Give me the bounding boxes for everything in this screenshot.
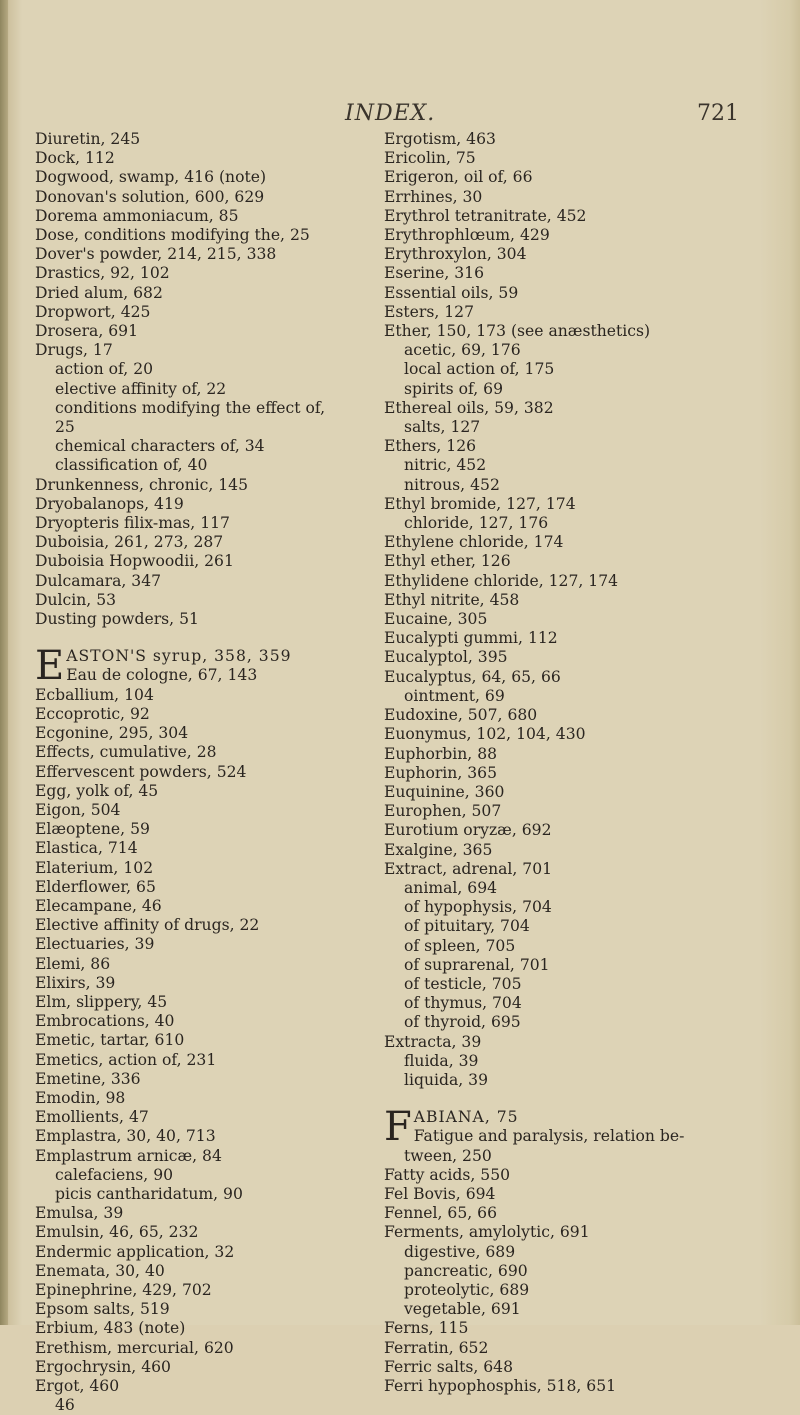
index-subentry: chemical characters of, 34 — [55, 437, 265, 456]
index-entry: Elastica, 714 — [35, 839, 138, 858]
index-entry: Elecampane, 46 — [35, 896, 162, 915]
index-entry: Elæoptene, 59 — [35, 820, 150, 839]
index-entry: Erethism, mercurial, 620 — [35, 1338, 234, 1357]
index-entry: Essential oils, 59 — [384, 283, 519, 302]
index-subentry: spirits of, 69 — [404, 379, 503, 398]
index-entry: Dogwood, swamp, 416 (note) — [35, 168, 267, 187]
index-entry: Euquinine, 360 — [384, 782, 505, 801]
index-subentry: 46 — [55, 1396, 75, 1415]
index-entry: Dock, 112 — [35, 149, 115, 168]
index-entry: Europhen, 507 — [384, 802, 502, 821]
index-entry: Euphorbin, 88 — [384, 744, 498, 763]
index-entry: Ferri hypophosphis, 518, 651 — [384, 1377, 617, 1395]
index-subentry: action of, 20 — [55, 360, 154, 379]
index-entry: Ethylidene chloride, 127, 174 — [384, 571, 619, 590]
section-f — [384, 1108, 774, 1146]
index-entry: Ethyl bromide, 127, 174 — [384, 494, 576, 513]
index-entry: Emollients, 47 — [35, 1108, 149, 1127]
index-entry: Effervescent powders, 524 — [35, 762, 247, 781]
page-number: 721 — [697, 101, 739, 126]
index-entry: Dropwort, 425 — [35, 302, 151, 321]
index-entry: Eserine, 316 — [384, 264, 485, 283]
index-entry: Emetine, 336 — [35, 1069, 141, 1088]
index-entry: Elm, slippery, 45 — [35, 992, 168, 1011]
left-entries-e — [35, 686, 365, 1415]
index-entry: Euonymus, 102, 104, 430 — [384, 725, 586, 744]
index-entry: Elemi, 86 — [35, 954, 111, 973]
index-entry: Esters, 127 — [384, 302, 475, 321]
right-entries-e — [384, 130, 774, 1090]
index-entry: Dose, conditions modifying the, 25 — [35, 226, 310, 245]
index-subentry: of suprarenal, 701 — [404, 955, 550, 974]
index-entry: Fatty acids, 550 — [384, 1165, 511, 1184]
index-subentry: calefaciens, 90 — [55, 1165, 174, 1184]
index-entry: Ergot, 460 — [35, 1377, 120, 1395]
left-entries-d — [35, 130, 365, 629]
index-entry: Ferric salts, 648 — [384, 1357, 514, 1376]
index-subentry: of testicle, 705 — [404, 974, 522, 993]
index-entry: Eccoprotic, 92 — [35, 704, 150, 723]
section-f-second-line: Fatigue and paralysis, relation be- — [413, 1127, 685, 1146]
index-entry: Exalgine, 365 — [384, 840, 493, 859]
index-subentry: tween, 250 — [404, 1146, 492, 1165]
index-subentry: acetic, 69, 176 — [404, 341, 521, 360]
index-subentry: of hypophysis, 704 — [404, 898, 552, 917]
index-entry: Emulsa, 39 — [35, 1204, 124, 1223]
index-entry: Erigeron, oil of, 66 — [384, 168, 533, 187]
index-entry: Ethylene chloride, 174 — [384, 533, 564, 552]
index-entry: Electuaries, 39 — [35, 935, 155, 954]
index-entry: Ferratin, 652 — [384, 1338, 489, 1357]
index-subentry: local action of, 175 — [404, 360, 555, 379]
index-entry: Enemata, 30, 40 — [35, 1261, 165, 1280]
index-entry: Dryobalanops, 419 — [35, 494, 184, 513]
index-entry: Ethyl nitrite, 458 — [384, 590, 520, 609]
index-entry: Drastics, 92, 102 — [35, 264, 170, 283]
index-entry: Ecballium, 104 — [35, 685, 154, 704]
right-index-column — [384, 130, 774, 1396]
index-subentry: salts, 127 — [404, 418, 481, 437]
index-entry: Eurotium oryzæ, 692 — [384, 821, 552, 840]
right-entries-f — [384, 1147, 774, 1397]
index-entry: Ethyl ether, 126 — [384, 552, 511, 571]
index-subentry: fluida, 39 — [404, 1051, 479, 1070]
index-subentry: pancreatic, 690 — [404, 1261, 528, 1280]
index-entry: Dried alum, 682 — [35, 283, 163, 302]
index-entry: Drunkenness, chronic, 145 — [35, 475, 249, 494]
index-entry: Diuretin, 245 — [35, 130, 141, 148]
index-entry: Dusting powders, 51 — [35, 610, 199, 629]
running-header-title: INDEX. — [345, 101, 436, 126]
index-entry: Epinephrine, 429, 702 — [35, 1280, 212, 1299]
index-entry: Emetics, action of, 231 — [35, 1050, 217, 1069]
index-subentry: of thyroid, 695 — [404, 1013, 521, 1032]
index-entry: Eigon, 504 — [35, 800, 121, 819]
index-subentry: of pituitary, 704 — [404, 917, 530, 936]
index-entry: Ethereal oils, 59, 382 — [384, 398, 554, 417]
index-entry: Eucalypti gummi, 112 — [384, 629, 558, 648]
index-subentry: of spleen, 705 — [404, 936, 516, 955]
index-entry: Dorema ammoniacum, 85 — [35, 206, 239, 225]
index-subentry: vegetable, 691 — [404, 1300, 521, 1319]
index-entry: Emulsin, 46, 65, 232 — [35, 1223, 199, 1242]
index-entry: Errhines, 30 — [384, 187, 483, 206]
index-entry: Dulcin, 53 — [35, 590, 117, 609]
index-subentry: nitrous, 452 — [404, 475, 500, 494]
index-entry: Extract, adrenal, 701 — [384, 859, 553, 878]
index-entry: Erbium, 483 (note) — [35, 1319, 186, 1338]
index-entry: Erythroxylon, 304 — [384, 245, 527, 264]
index-entry: Ether, 150, 173 (see anæsthetics) — [384, 322, 651, 341]
index-entry: Ergotism, 463 — [384, 130, 496, 148]
section-e-first-line: ASTON'S syrup, 358, 359 — [66, 647, 292, 666]
index-entry: Ergochrysin, 460 — [35, 1357, 171, 1376]
index-entry: Drosera, 691 — [35, 322, 139, 341]
index-entry: Emplastrum arnicæ, 84 — [35, 1146, 222, 1165]
index-entry: Euphorin, 365 — [384, 763, 498, 782]
index-subentry: 25 — [55, 418, 75, 437]
section-e-second-line: Eau de cologne, 67, 143 — [66, 666, 258, 685]
section-initial-e: E — [35, 647, 65, 686]
index-entry: Elderflower, 65 — [35, 877, 156, 896]
index-entry: Embrocations, 40 — [35, 1012, 175, 1031]
index-entry: Eucalyptol, 395 — [384, 648, 508, 667]
index-entry: Donovan's solution, 600, 629 — [35, 187, 265, 206]
index-subentry: proteolytic, 689 — [404, 1280, 530, 1299]
section-initial-f: F — [384, 1108, 412, 1147]
index-entry: Elective affinity of drugs, 22 — [35, 916, 260, 935]
index-entry: Duboisia, 261, 273, 287 — [35, 533, 224, 552]
index-entry: Drugs, 17 — [35, 341, 113, 360]
index-entry: Erythrol tetranitrate, 452 — [384, 206, 587, 225]
index-entry: Elixirs, 39 — [35, 973, 116, 992]
index-entry: Dover's powder, 214, 215, 338 — [35, 245, 277, 264]
index-entry: Eudoxine, 507, 680 — [384, 706, 538, 725]
index-entry: Ethers, 126 — [384, 437, 477, 456]
index-subentry: classification of, 40 — [55, 456, 208, 475]
index-entry: Erythrophlœum, 429 — [384, 226, 550, 245]
index-subentry: ointment, 69 — [404, 686, 505, 705]
index-entry: Duboisia Hopwoodii, 261 — [35, 552, 234, 571]
index-subentry: picis cantharidatum, 90 — [55, 1184, 243, 1203]
index-subentry: of thymus, 704 — [404, 994, 522, 1013]
section-e — [35, 647, 365, 685]
index-entry: Fel Bovis, 694 — [384, 1184, 496, 1203]
index-entry: Effects, cumulative, 28 — [35, 743, 217, 762]
index-entry: Emodin, 98 — [35, 1088, 126, 1107]
index-entry: Eucalyptus, 64, 65, 66 — [384, 667, 561, 686]
index-entry: Ferments, amylolytic, 691 — [384, 1223, 590, 1242]
index-entry: Dulcamara, 347 — [35, 571, 162, 590]
index-subentry: elective affinity of, 22 — [55, 379, 227, 398]
left-index-column — [35, 130, 365, 1415]
index-entry: Dryopteris filix-mas, 117 — [35, 514, 230, 533]
index-entry: Epsom salts, 519 — [35, 1300, 170, 1319]
index-entry: Ericolin, 75 — [384, 149, 476, 168]
index-entry: Emplastra, 30, 40, 713 — [35, 1127, 216, 1146]
index-subentry: nitric, 452 — [404, 456, 487, 475]
index-entry: Ecgonine, 295, 304 — [35, 724, 189, 743]
index-entry: Egg, yolk of, 45 — [35, 781, 159, 800]
index-subentry: chloride, 127, 176 — [404, 514, 549, 533]
page-edge-shadow — [0, 0, 8, 1325]
index-entry: Elaterium, 102 — [35, 858, 154, 877]
index-entry: Eucaine, 305 — [384, 610, 488, 629]
index-subentry: liquida, 39 — [404, 1070, 489, 1089]
index-entry: Extracta, 39 — [384, 1032, 482, 1051]
section-f-first-line: ABIANA, 75 — [413, 1108, 519, 1127]
index-entry: Emetic, tartar, 610 — [35, 1031, 185, 1050]
index-entry: Fennel, 65, 66 — [384, 1204, 498, 1223]
index-subentry: animal, 694 — [404, 878, 498, 897]
index-entry: Endermic application, 32 — [35, 1242, 235, 1261]
index-subentry: digestive, 689 — [404, 1242, 516, 1261]
index-subentry: conditions modifying the effect of, — [55, 398, 326, 417]
index-entry: Ferns, 115 — [384, 1319, 469, 1338]
